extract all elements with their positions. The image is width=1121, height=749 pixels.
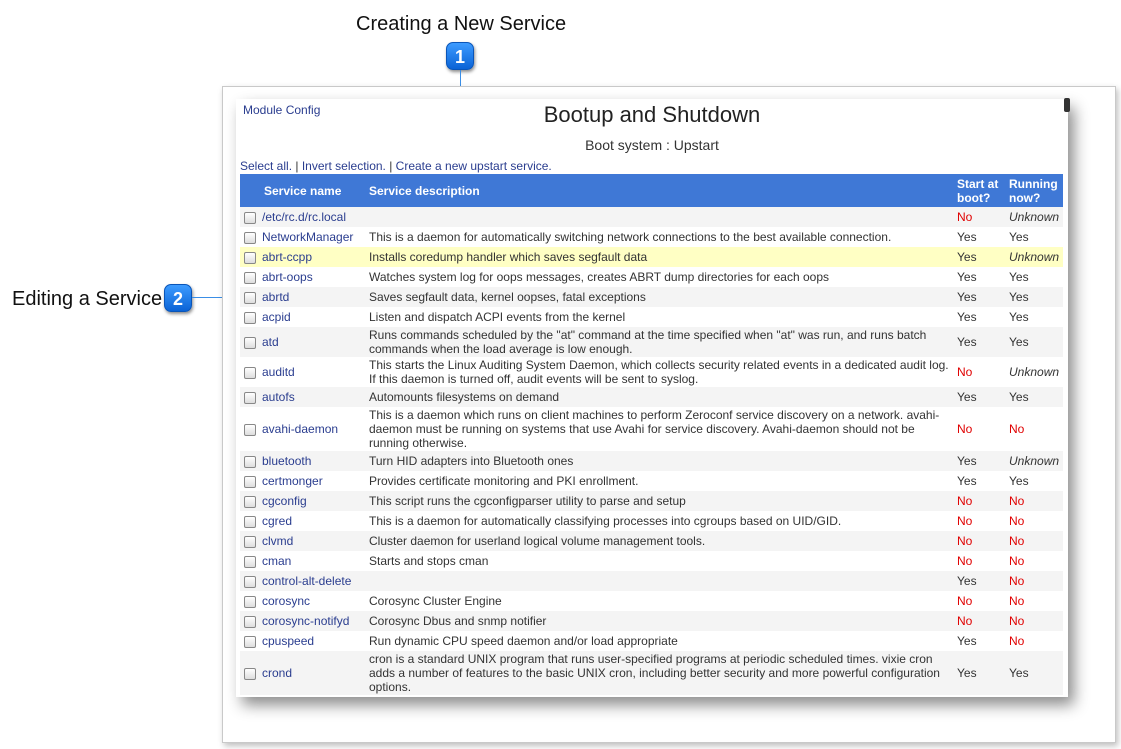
service-name-link[interactable]: NetworkManager xyxy=(262,230,354,244)
service-name-cell xyxy=(240,471,365,491)
service-description: This is a daemon for automatically classifying processes into cgroups based on UID/GID. xyxy=(369,514,842,528)
start-at-boot-value: No xyxy=(957,554,973,568)
table-row[interactable] xyxy=(240,247,1063,267)
running-now-value: Yes xyxy=(1009,666,1029,680)
select-all-link[interactable]: Select all. xyxy=(240,159,293,173)
service-name-link[interactable]: cman xyxy=(262,554,292,568)
service-name-cell xyxy=(240,227,365,247)
service-name-cell xyxy=(240,491,365,511)
service-description: This script runs the cgconfigparser utility to parse and setup xyxy=(369,494,686,508)
start-at-boot-value: Yes xyxy=(957,230,977,244)
scrollbar-thumb[interactable] xyxy=(1064,98,1070,112)
service-name-link[interactable]: cgred xyxy=(262,514,293,528)
service-name-link[interactable]: /etc/rc.d/rc.local xyxy=(262,210,347,224)
service-name-link[interactable]: corosync xyxy=(262,594,311,608)
callout-edit-service-label: Editing a Service xyxy=(12,288,163,310)
start-at-boot-value: Yes xyxy=(957,390,977,404)
running-now-value: Yes xyxy=(1009,290,1029,304)
service-name-link[interactable]: bluetooth xyxy=(262,454,312,468)
start-at-boot-value: Yes xyxy=(957,310,977,324)
service-name-cell xyxy=(240,327,365,357)
selection-actions xyxy=(240,159,552,173)
row-select-checkbox[interactable] xyxy=(244,516,256,528)
create-upstart-service-link[interactable]: Create a new upstart service. xyxy=(395,159,552,173)
invert-selection-link[interactable]: Invert selection. xyxy=(301,159,386,173)
table-row[interactable] xyxy=(240,387,1063,407)
service-name-cell xyxy=(240,531,365,551)
service-name-link[interactable]: atd xyxy=(262,335,279,349)
table-row[interactable] xyxy=(240,531,1063,551)
running-now-value: No xyxy=(1009,514,1025,528)
service-name-link[interactable]: autofs xyxy=(262,390,295,404)
header-service-name: Service name xyxy=(264,183,342,198)
table-row[interactable] xyxy=(240,511,1063,531)
service-description: Provides certificate monitoring and PKI enrollment. xyxy=(369,474,639,488)
running-now-value: No xyxy=(1009,422,1025,436)
table-row[interactable] xyxy=(240,591,1063,611)
running-now-value: No xyxy=(1009,614,1025,628)
start-at-boot-value: Yes xyxy=(957,250,977,264)
running-now-value: Yes xyxy=(1009,270,1029,284)
table-header-row xyxy=(240,174,1063,207)
table-row[interactable] xyxy=(240,491,1063,511)
start-at-boot-value: Yes xyxy=(957,290,977,304)
boot-system-subtitle: Boot system : Upstart xyxy=(585,137,719,153)
callout-number-badge: 1 xyxy=(446,42,474,70)
running-now-value: No xyxy=(1009,534,1025,548)
services-table-body xyxy=(240,207,1063,695)
table-row[interactable] xyxy=(240,407,1063,451)
service-description: Listen and dispatch ACPI events from the kernel xyxy=(369,310,626,324)
table-row[interactable] xyxy=(240,327,1063,357)
service-description: Saves segfault data, kernel oopses, fatal exceptions xyxy=(369,290,646,304)
start-at-boot-value: Yes xyxy=(957,634,977,648)
separator: | xyxy=(385,159,396,173)
service-name-link[interactable]: avahi-daemon xyxy=(262,422,339,436)
running-now-value: Unknown xyxy=(1009,210,1060,224)
header-running-now: Running now? xyxy=(1009,176,1058,205)
row-select-checkbox[interactable] xyxy=(244,496,256,508)
table-row[interactable] xyxy=(240,651,1063,695)
callout-number-badge: 2 xyxy=(164,284,192,312)
running-now-value: No xyxy=(1009,594,1025,608)
service-name-link[interactable]: acpid xyxy=(262,310,291,324)
service-name-cell xyxy=(240,307,365,327)
row-select-checkbox[interactable] xyxy=(244,556,256,568)
running-now-value: Unknown xyxy=(1009,454,1060,468)
service-description: Automounts filesystems on demand xyxy=(369,390,560,404)
row-select-checkbox[interactable] xyxy=(244,337,256,349)
table-row[interactable] xyxy=(240,571,1063,591)
running-now-value: No xyxy=(1009,554,1025,568)
service-name-link[interactable]: clvmd xyxy=(262,534,294,548)
service-description: Run dynamic CPU speed daemon and/or load appropriate xyxy=(369,634,678,648)
service-description: Corosync Cluster Engine xyxy=(369,594,502,608)
start-at-boot-value: No xyxy=(957,594,973,608)
module-config-link[interactable]: Module Config xyxy=(243,103,321,117)
row-select-checkbox[interactable] xyxy=(244,596,256,608)
row-select-checkbox[interactable] xyxy=(244,367,256,379)
start-at-boot-value: Yes xyxy=(957,270,977,284)
row-select-checkbox[interactable] xyxy=(244,456,256,468)
running-now-value: Yes xyxy=(1009,390,1029,404)
table-row[interactable] xyxy=(240,631,1063,651)
table-row[interactable] xyxy=(240,307,1063,327)
row-select-checkbox[interactable] xyxy=(244,476,256,488)
services-table xyxy=(240,174,1063,695)
running-now-value: Yes xyxy=(1009,310,1029,324)
service-description: Corosync Dbus and snmp notifier xyxy=(369,614,547,628)
header-start-at-boot: Start at boot? xyxy=(957,176,999,205)
row-select-checkbox[interactable] xyxy=(244,536,256,548)
table-row[interactable] xyxy=(240,611,1063,631)
row-select-checkbox[interactable] xyxy=(244,252,256,264)
table-row[interactable] xyxy=(240,471,1063,491)
start-at-boot-value: Yes xyxy=(957,454,977,468)
service-name-cell xyxy=(240,511,365,531)
table-row[interactable] xyxy=(240,287,1063,307)
table-row[interactable] xyxy=(240,451,1063,471)
service-name-cell xyxy=(240,651,365,695)
running-now-value: No xyxy=(1009,634,1025,648)
service-name-cell xyxy=(240,631,365,651)
running-now-value: No xyxy=(1009,574,1025,588)
callout-create-service-label: Creating a New Service xyxy=(356,13,567,35)
service-description xyxy=(365,207,953,227)
start-at-boot-value: No xyxy=(957,422,973,436)
service-name-link[interactable]: cpuspeed xyxy=(262,634,315,648)
service-name-cell xyxy=(240,357,365,387)
service-name-link[interactable]: control-alt-delete xyxy=(262,574,352,588)
service-name-link[interactable]: corosync-notifyd xyxy=(262,614,350,628)
service-description: Starts and stops cman xyxy=(369,554,489,568)
row-select-checkbox[interactable] xyxy=(244,312,256,324)
service-name-cell xyxy=(240,267,365,287)
service-description: cron is a standard UNIX program that runs user-specified programs at periodic scheduled times. vixie cron adds a number of features to the basic UNIX cron, including better security and more powerful configuration options. xyxy=(369,652,940,694)
table-row[interactable] xyxy=(240,267,1063,287)
service-name-cell xyxy=(240,287,365,307)
row-select-checkbox[interactable] xyxy=(244,424,256,436)
table-row[interactable] xyxy=(240,227,1063,247)
row-select-checkbox[interactable] xyxy=(244,292,256,304)
row-select-checkbox[interactable] xyxy=(244,272,256,284)
start-at-boot-value: Yes xyxy=(957,474,977,488)
service-name-link[interactable]: abrt-oops xyxy=(262,270,313,284)
running-now-value: Yes xyxy=(1009,474,1029,488)
row-select-checkbox[interactable] xyxy=(244,212,256,224)
start-at-boot-value: No xyxy=(957,210,973,224)
running-now-value: Unknown xyxy=(1009,250,1060,264)
running-now-value: Yes xyxy=(1009,335,1029,349)
row-select-checkbox[interactable] xyxy=(244,636,256,648)
row-select-checkbox[interactable] xyxy=(244,668,256,680)
service-description: Cluster daemon for userland logical volume management tools. xyxy=(369,534,706,548)
service-description: This is a daemon for automatically switching network connections to the best available connection. xyxy=(369,230,892,244)
start-at-boot-value: Yes xyxy=(957,335,977,349)
service-description: This starts the Linux Auditing System Daemon, which collects security related events in a dedicated audit log. If this daemon is turned off, audit events will be sent to syslog. xyxy=(369,358,949,386)
start-at-boot-value: No xyxy=(957,534,973,548)
separator: | xyxy=(292,159,302,173)
start-at-boot-value: No xyxy=(957,365,973,379)
table-row[interactable] xyxy=(240,551,1063,571)
service-name-link[interactable]: auditd xyxy=(262,365,295,379)
running-now-value: Unknown xyxy=(1009,365,1060,379)
row-select-checkbox[interactable] xyxy=(244,576,256,588)
service-name-cell xyxy=(240,611,365,631)
service-description: Installs coredump handler which saves segfault data xyxy=(369,250,648,264)
row-select-checkbox[interactable] xyxy=(244,392,256,404)
service-description: Turn HID adapters into Bluetooth ones xyxy=(369,454,574,468)
service-name-cell xyxy=(240,407,365,451)
service-description xyxy=(365,571,953,591)
service-name-link[interactable]: abrtd xyxy=(262,290,290,304)
webmin-bootup-window xyxy=(236,99,1068,697)
table-row[interactable] xyxy=(240,357,1063,387)
service-name-cell xyxy=(240,247,365,267)
start-at-boot-value: No xyxy=(957,614,973,628)
start-at-boot-value: Yes xyxy=(957,666,977,680)
table-row[interactable] xyxy=(240,207,1063,227)
services-table-wrapper xyxy=(240,174,1065,695)
service-name-cell xyxy=(240,551,365,571)
service-description: Runs commands scheduled by the "at" command at the time specified when "at" was run, and runs batch commands when the load average is low enough. xyxy=(369,328,927,356)
header-service-description: Service description xyxy=(369,183,480,198)
row-select-checkbox[interactable] xyxy=(244,616,256,628)
start-at-boot-value: No xyxy=(957,494,973,508)
service-name-cell xyxy=(240,591,365,611)
running-now-value: Yes xyxy=(1009,230,1029,244)
row-select-checkbox[interactable] xyxy=(244,232,256,244)
service-name-link[interactable]: cgconfig xyxy=(262,494,307,508)
service-description: Watches system log for oops messages, creates ABRT dump directories for each oops xyxy=(369,270,829,284)
service-name-cell xyxy=(240,387,365,407)
service-description: This is a daemon which runs on client machines to perform Zeroconf service discovery on a network. avahi-daemon must be running on systems that use Avahi for service discovery. Avahi-daemon should not be running otherwise. xyxy=(369,408,940,450)
start-at-boot-value: Yes xyxy=(957,574,977,588)
page-title: Bootup and Shutdown xyxy=(543,102,761,127)
service-name-cell xyxy=(240,207,365,227)
service-name-cell xyxy=(240,571,365,591)
service-name-link[interactable]: abrt-ccpp xyxy=(262,250,313,264)
running-now-value: No xyxy=(1009,494,1025,508)
service-name-link[interactable]: crond xyxy=(262,666,293,680)
start-at-boot-value: No xyxy=(957,514,973,528)
service-name-link[interactable]: certmonger xyxy=(262,474,323,488)
service-name-cell xyxy=(240,451,365,471)
